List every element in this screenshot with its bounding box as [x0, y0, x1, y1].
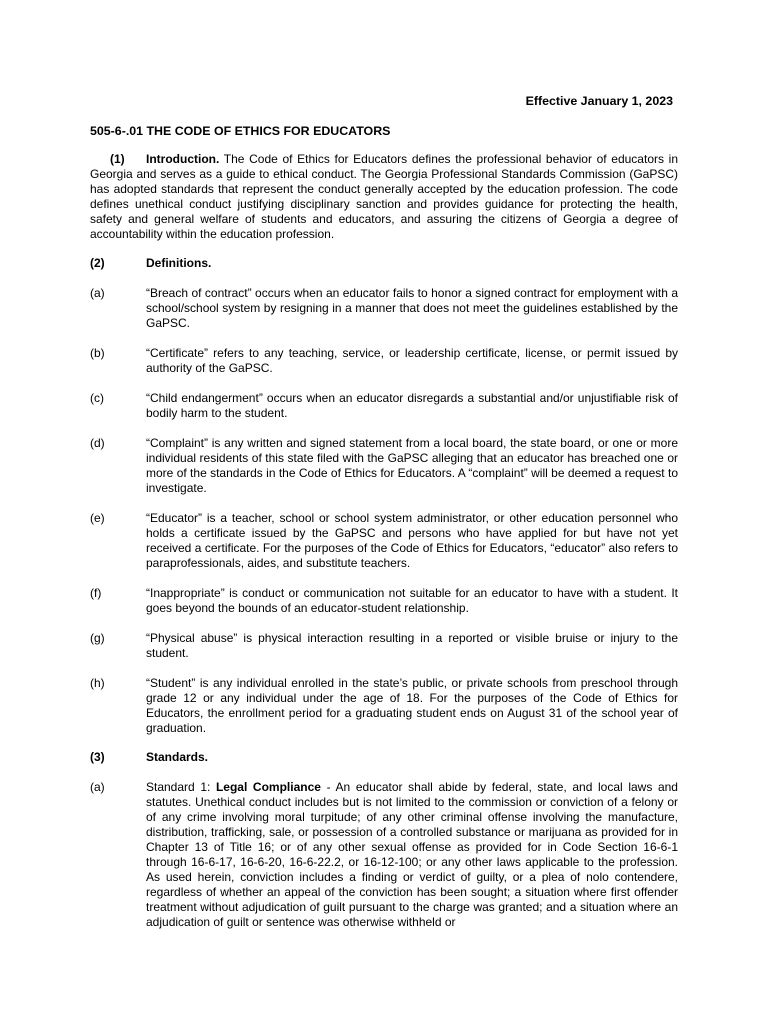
definition-item: [90, 391, 678, 421]
document-title: 505-6-.01 THE CODE OF ETHICS FOR EDUCATORS: [90, 124, 391, 138]
section-number: (1): [110, 152, 125, 166]
item-text: “Educator” is a teacher, school or school system administrator, or other education personnel who holds a certificate issued by the GaPSC and persons who have applied for but have not yet received a certificate. For the purposes of the Code of Ethics for Educators, “educator” also refers to paraprofessionals, aides, and substitute teachers.: [146, 511, 678, 570]
definition-item: [90, 586, 678, 616]
section-number: (2): [90, 256, 105, 270]
introduction-paragraph: [90, 152, 678, 242]
definition-item: [90, 346, 678, 376]
standard-text: - An educator shall abide by federal, state, and local laws and statutes. Unethical conduct includes but is not limited to the commission or conviction of a felony or of any crime involving moral turpitude; of any other criminal offense involving the manufacture, distribution, trafficking, sale, or possession of a controlled substance or marijuana as provided for in Chapter 13 of Title 16; or of any other sexual offense as provided for in Code Section 16-6-1 through 16-6-17, 16-6-20, 16-6-22.2, or 16-12-100; or any other laws applicable to the profession. As used herein, conviction includes a finding or verdict of guilty, or a plea of nolo contendere, regardless of whether an appeal of the conviction has been sought; a situation where first offender treatment without adjudication of guilt pursuant to the charge was granted; and a situation where an adjudication of guilt or sentence was otherwise withheld or: [146, 780, 678, 929]
definition-item: [90, 286, 678, 331]
item-text: [146, 780, 678, 930]
item-label: (g): [90, 631, 105, 645]
definitions-heading: [90, 256, 678, 271]
effective-date: Effective January 1, 2023: [525, 94, 673, 108]
definition-item: [90, 676, 678, 736]
item-text: “Physical abuse” is physical interaction resulting in a reported or visible bruise or injury to the student.: [146, 631, 678, 660]
section-heading: Definitions.: [146, 256, 212, 270]
section-heading: Standards.: [146, 750, 209, 764]
standard-item: [90, 780, 678, 930]
item-label: (c): [90, 391, 104, 405]
item-label: (d): [90, 436, 105, 450]
item-text: “Certificate” refers to any teaching, service, or leadership certificate, license, or permit issued by authority of the GaPSC.: [146, 346, 678, 375]
item-text: “Student” is any individual enrolled in the state’s public, or private schools from preschool through grade 12 or any individual under the age of 18. For the purposes of the Code of Ethics for Educators, the enrollment period for a graduating student ends on August 31 of the school year of graduation.: [146, 676, 678, 735]
document-body: [90, 152, 678, 930]
item-label: (a): [90, 780, 105, 794]
item-label: (e): [90, 511, 105, 525]
definition-item: [90, 631, 678, 661]
introduction-text: The Code of Ethics for Educators defines the professional behavior of educators in Georgia and serves as a guide to ethical conduct. The Georgia Professional Standards Commission (GaPSC) has adopted standards that represent the conduct generally accepted by the education profession. The code defines unethical conduct justifying disciplinary sanction and provides guidance for protecting the health, safety and general welfare of students and educators, and assuring the citizens of Georgia a degree of accountability within the education profession.: [90, 152, 678, 241]
section-number: (3): [90, 750, 105, 764]
standard-name: Legal Compliance: [215, 780, 321, 794]
introduction-heading: Introduction.: [146, 152, 220, 166]
item-label: (f): [90, 586, 102, 600]
item-text: “Complaint” is any written and signed statement from a local board, the state board, or one or more individual residents of this state filed with the GaPSC alleging that an educator has breached one or more of the standards in the Code of Ethics for Educators. A “complaint” will be deemed a request to investigate.: [146, 436, 678, 495]
definition-item: [90, 436, 678, 496]
standards-heading: [90, 750, 678, 765]
item-text: “Breach of contract” occurs when an educator fails to honor a signed contract for employment with a school/school system by resigning in a manner that does not meet the guidelines established by the GaPSC.: [146, 286, 678, 330]
item-label: (b): [90, 346, 105, 360]
definition-item: [90, 511, 678, 571]
standard-prefix: Standard 1:: [146, 780, 216, 794]
item-label: (a): [90, 286, 105, 300]
item-text: “Child endangerment” occurs when an educator disregards a substantial and/or unjustifiable risk of bodily harm to the student.: [146, 391, 678, 420]
item-label: (h): [90, 676, 105, 690]
item-text: “Inappropriate” is conduct or communication not suitable for an educator to have with a student. It goes beyond the bounds of an educator-student relationship.: [146, 586, 678, 615]
